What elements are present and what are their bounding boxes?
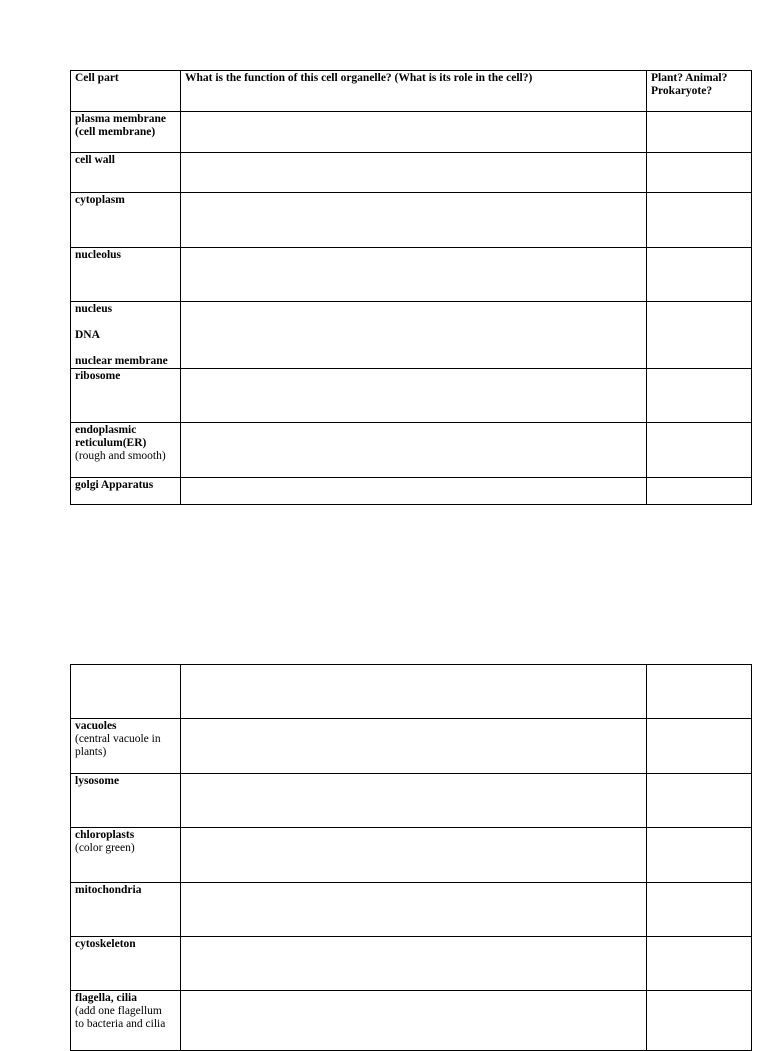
- organism-answer-cell[interactable]: [647, 193, 752, 248]
- function-answer-cell[interactable]: [181, 937, 647, 991]
- function-answer-cell[interactable]: [181, 774, 647, 828]
- table-row: [71, 193, 752, 248]
- organism-answer-cell[interactable]: [647, 369, 752, 423]
- organism-answer-cell[interactable]: [647, 937, 752, 991]
- table-row: [71, 478, 752, 505]
- table-row: [71, 828, 752, 883]
- function-answer-cell[interactable]: [181, 302, 647, 369]
- table-row: [71, 423, 752, 478]
- cell-part-label: cytoplasm: [71, 193, 181, 248]
- cell-part-label: nucleolus: [71, 248, 181, 302]
- cell-part-label: cytoskeleton: [71, 937, 181, 991]
- organism-answer-cell[interactable]: [647, 153, 752, 193]
- organism-answer-cell[interactable]: [647, 665, 752, 719]
- table-row: [71, 719, 752, 774]
- organism-answer-cell[interactable]: [647, 991, 752, 1051]
- organism-answer-cell[interactable]: [647, 302, 752, 369]
- header-cell-part: Cell part: [71, 71, 181, 112]
- cell-part-label: ribosome: [71, 369, 181, 423]
- organism-answer-cell[interactable]: [647, 112, 752, 153]
- function-answer-cell[interactable]: [181, 828, 647, 883]
- organelle-table-1: [70, 70, 752, 505]
- organism-answer-cell[interactable]: [647, 883, 752, 937]
- cell-part-label: cell wall: [71, 153, 181, 193]
- organism-answer-cell[interactable]: [647, 828, 752, 883]
- function-answer-cell[interactable]: [181, 478, 647, 505]
- table-row: [71, 302, 752, 369]
- table-row: [71, 991, 752, 1051]
- table-row: [71, 774, 752, 828]
- cell-part-label: endoplasmic reticulum(ER) (rough and smooth): [71, 423, 181, 478]
- function-answer-cell[interactable]: [181, 991, 647, 1051]
- table-row: [71, 153, 752, 193]
- cell-part-label: plasma membrane (cell membrane): [71, 112, 181, 153]
- table-row: [71, 112, 752, 153]
- function-answer-cell[interactable]: [181, 423, 647, 478]
- function-answer-cell[interactable]: [181, 193, 647, 248]
- cell-part-label: lysosome: [71, 774, 181, 828]
- table-row: [71, 883, 752, 937]
- table-header-row: [71, 71, 752, 112]
- function-answer-cell[interactable]: [181, 719, 647, 774]
- cell-part-label: mitochondria: [71, 883, 181, 937]
- cell-part-label: vacuoles (central vacuole in plants): [71, 719, 181, 774]
- organism-answer-cell[interactable]: [647, 774, 752, 828]
- function-answer-cell[interactable]: [181, 665, 647, 719]
- cell-part-label: [71, 665, 181, 719]
- table-row: [71, 248, 752, 302]
- table-row: [71, 665, 752, 719]
- table-row: [71, 937, 752, 991]
- function-answer-cell[interactable]: [181, 248, 647, 302]
- function-answer-cell[interactable]: [181, 112, 647, 153]
- cell-part-label: flagella, cilia (add one flagellum to bacteria and cilia: [71, 991, 181, 1051]
- cell-part-label: chloroplasts (color green): [71, 828, 181, 883]
- function-answer-cell[interactable]: [181, 883, 647, 937]
- organelle-table-2: [70, 664, 752, 1051]
- organism-answer-cell[interactable]: [647, 248, 752, 302]
- header-function: What is the function of this cell organelle? (What is its role in the cell?): [181, 71, 647, 112]
- table-row: [71, 369, 752, 423]
- organism-answer-cell[interactable]: [647, 719, 752, 774]
- header-organism-type: Plant? Animal? Prokaryote?: [647, 71, 752, 112]
- function-answer-cell[interactable]: [181, 369, 647, 423]
- cell-part-label: nucleus DNA nuclear membrane: [71, 302, 181, 369]
- cell-part-label: golgi Apparatus: [71, 478, 181, 505]
- function-answer-cell[interactable]: [181, 153, 647, 193]
- organism-answer-cell[interactable]: [647, 478, 752, 505]
- organism-answer-cell[interactable]: [647, 423, 752, 478]
